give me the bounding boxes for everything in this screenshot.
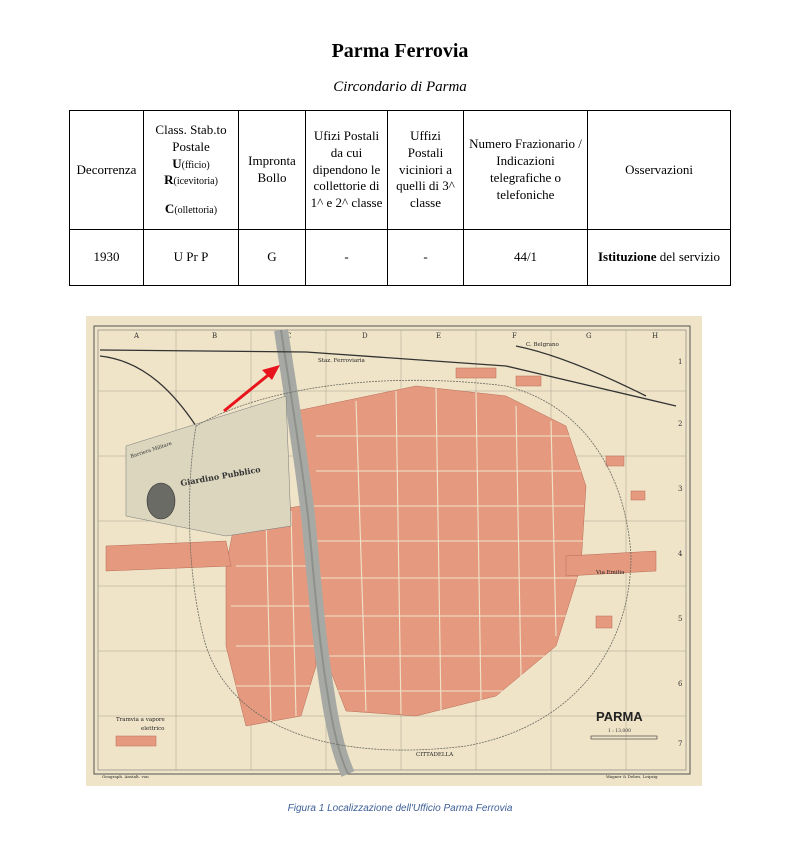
map-label-elettrico: elettrico: [141, 726, 165, 732]
header-impronta: Impronta Bollo: [239, 111, 306, 230]
col-label: E: [436, 332, 442, 340]
page-subtitle: Circondario di Parma: [333, 79, 467, 95]
map-label-belgrano: C. Belgrano: [526, 342, 559, 348]
row-label: 1: [678, 358, 683, 366]
header-class-r: R(icevitoria): [164, 172, 218, 188]
col-label: B: [212, 332, 218, 340]
row-label: 6: [678, 680, 683, 688]
map-label-scale: 1 : 13,000: [608, 729, 631, 734]
row-label: 7: [678, 740, 683, 748]
map-label-barriera: Barriera Militare: [129, 440, 173, 460]
header-class-c: C(ollettoria): [164, 201, 218, 217]
row-label: 3: [678, 485, 683, 493]
header-class-line2: Postale: [172, 138, 210, 154]
col-label: D: [362, 332, 368, 340]
map-label-cittadella: CITTADELLA: [416, 752, 454, 758]
map-label-parma: PARMA: [596, 709, 643, 724]
figure-caption: Figura 1 Localizzazione dell'Ufficio Parma Ferrovia: [287, 803, 513, 814]
map-label-geograph: Geograph. Anstalt. von: [102, 774, 149, 779]
row-label: 2: [678, 420, 683, 428]
map-label-tramvia: Tramvia a vapore: [116, 717, 165, 723]
cell-impronta: G: [239, 230, 306, 286]
header-osservazioni: Osservazioni: [588, 111, 731, 230]
table-row: [70, 230, 731, 286]
cell-decorrenza: 1930: [70, 230, 144, 286]
col-label: C: [286, 332, 292, 340]
table-header-row: [70, 111, 731, 230]
map-label-giardino: Giardino Pubblico: [179, 464, 262, 488]
header-ufizi-postali: Ufizi Postali da cui dipendono le collettorie di 1^ e 2^ classe: [306, 111, 388, 230]
cell-numero: 44/1: [464, 230, 588, 286]
west-district: [226, 506, 316, 726]
page-title: Parma Ferrovia: [331, 40, 469, 62]
cell-osservazioni: Istituzione del servizio: [588, 230, 731, 286]
map-label-publisher: Wagner & Debes, Leipzig: [606, 774, 658, 779]
cell-classificazione: U Pr P: [144, 230, 239, 286]
row-label: 4: [678, 550, 683, 558]
header-class-line1: Class. Stab.to: [155, 121, 227, 137]
header-classificazione: [144, 111, 239, 230]
header-numero: Numero Frazionario / Indicazioni telegrafiche o telefoniche: [464, 111, 588, 230]
header-class-u: U(fficio): [172, 155, 210, 171]
cell-ufizi-postali: -: [306, 230, 388, 286]
header-uffizi-viciniori: Uffizi Postali viciniori a quelli di 3^ classe: [388, 111, 464, 230]
col-label: A: [134, 332, 140, 340]
col-label: H: [652, 332, 659, 340]
col-label: F: [512, 332, 517, 340]
register-table: [69, 110, 731, 286]
header-decorrenza: Decorrenza: [70, 111, 144, 230]
map-label-ferrovia: Staz. Ferroviaria: [318, 358, 365, 364]
map-label-emilia: Via Emilia: [596, 570, 625, 576]
row-label: 5: [678, 615, 683, 623]
parma-city-map: [86, 316, 702, 786]
cell-uffizi-viciniori: -: [388, 230, 464, 286]
col-label: G: [586, 332, 592, 340]
west-suburb: [106, 541, 231, 571]
